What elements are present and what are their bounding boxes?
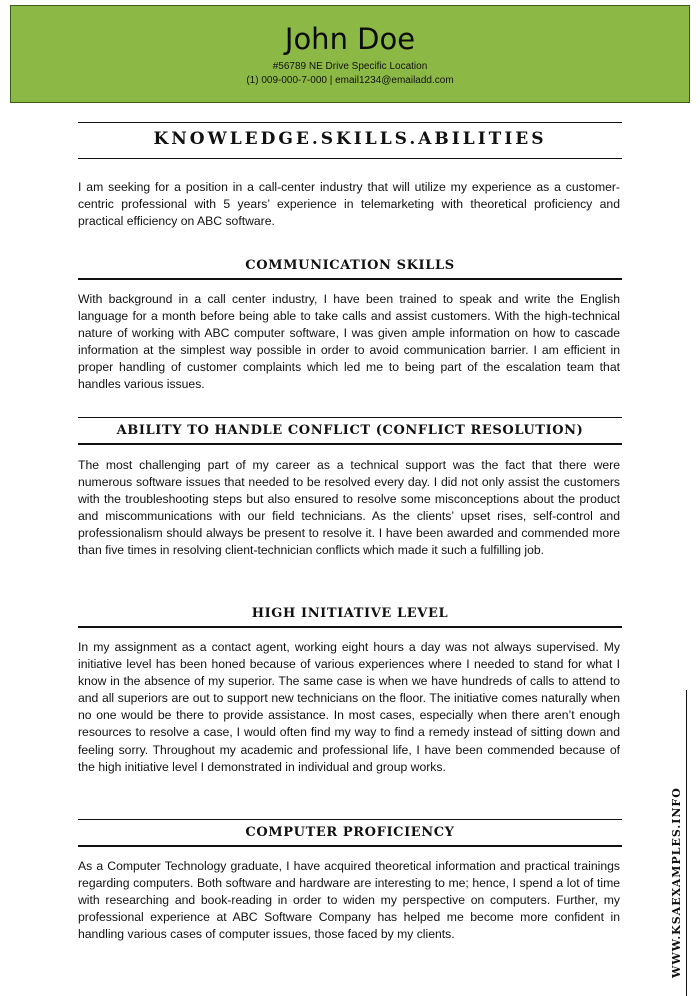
applicant-address: #56789 NE Drive Specific Location [272, 61, 428, 72]
title-top-rule [78, 122, 622, 123]
applicant-name: John Doe [284, 22, 416, 56]
document-title: KNOWLEDGE.SKILLS.ABILITIES [153, 129, 547, 149]
applicant-contact: (1) 009-000-7-000 | email1234@emailadd.com [246, 75, 454, 86]
section-rule [78, 626, 622, 628]
section-rule [78, 278, 622, 280]
watermark-rule [686, 690, 687, 996]
intro-paragraph: I am seeking for a position in a call-center industry that will utilize my experience as a customer-centric professional with 5 years’ experience in telemarketing with theoretical proficiency and practical efficiency on ABC software. [78, 180, 620, 229]
section-rule [78, 417, 622, 418]
section-heading-computer: COMPUTER PROFICIENCY [245, 825, 455, 840]
section-rule [78, 443, 622, 445]
title-bottom-rule [78, 158, 622, 159]
section-heading-conflict: ABILITY TO HANDLE CONFLICT (CONFLICT RESOLUTION) [116, 423, 584, 438]
section-body-initiative: In my assignment as a contact agent, working eight hours a day was not always supervised. My initiative level has been honed because of various experiences where I needed to stand for what I know in the absence of my superior. The same case is when we have hundreds of calls to attend to and all superiors are out to support new technicians on the floor. The initiative comes naturally when no one would be there to provide assistance. In most cases, especially when there aren’t enough resources to resolve a case, I would often find my way to find a remedy instead of sitting down and feeling sorry. Throughout my academic and professional life, I have been commended because of the high initiative level I demonstrated in individual and group works. [78, 640, 620, 774]
section-rule [78, 819, 622, 820]
section-heading-communication: COMMUNICATION SKILLS [245, 258, 455, 273]
section-body-computer: As a Computer Technology graduate, I have acquired theoretical information and practical trainings regarding computers. Both software and hardware are interesting to me; hence, I spend a lot of time with researching and book-reading in order to widen my perspective on computers. Further, my professional experience at ABC Software Company has helped me become more confident in handling various cases of computer issues, those faced by my clients. [78, 859, 620, 942]
section-body-conflict: The most challenging part of my career as a technical support was the fact that there were numerous software issues that needed to be resolved every day. I did not only assist the customers with the troubleshooting steps but also ensured to resolve some misconceptions about the product and miscommunications with our field technicians. As the clients’ upset rises, self-control and professionalism should always be present to resolve it. I have been awarded and commended more than five times in resolving client-technician conflicts which made it such a fulfilling job. [78, 458, 620, 558]
section-rule [78, 845, 622, 847]
section-body-communication: With background in a call center industry, I have been trained to speak and write the English language for a month before being able to take calls and assist customers. With the high-technical nature of working with ABC computer software, I was given ample information on how to cascade information at the simplest way possible in order to avoid communication barrier. I am efficient in proper handling of customer complaints which led me to being part of the escalation team that handles various issues. [78, 292, 620, 392]
resume-header [10, 5, 690, 103]
watermark-text: WWW.KSAEXAMPLES.INFO [670, 787, 683, 978]
section-heading-initiative: HIGH INITIATIVE LEVEL [251, 606, 449, 621]
